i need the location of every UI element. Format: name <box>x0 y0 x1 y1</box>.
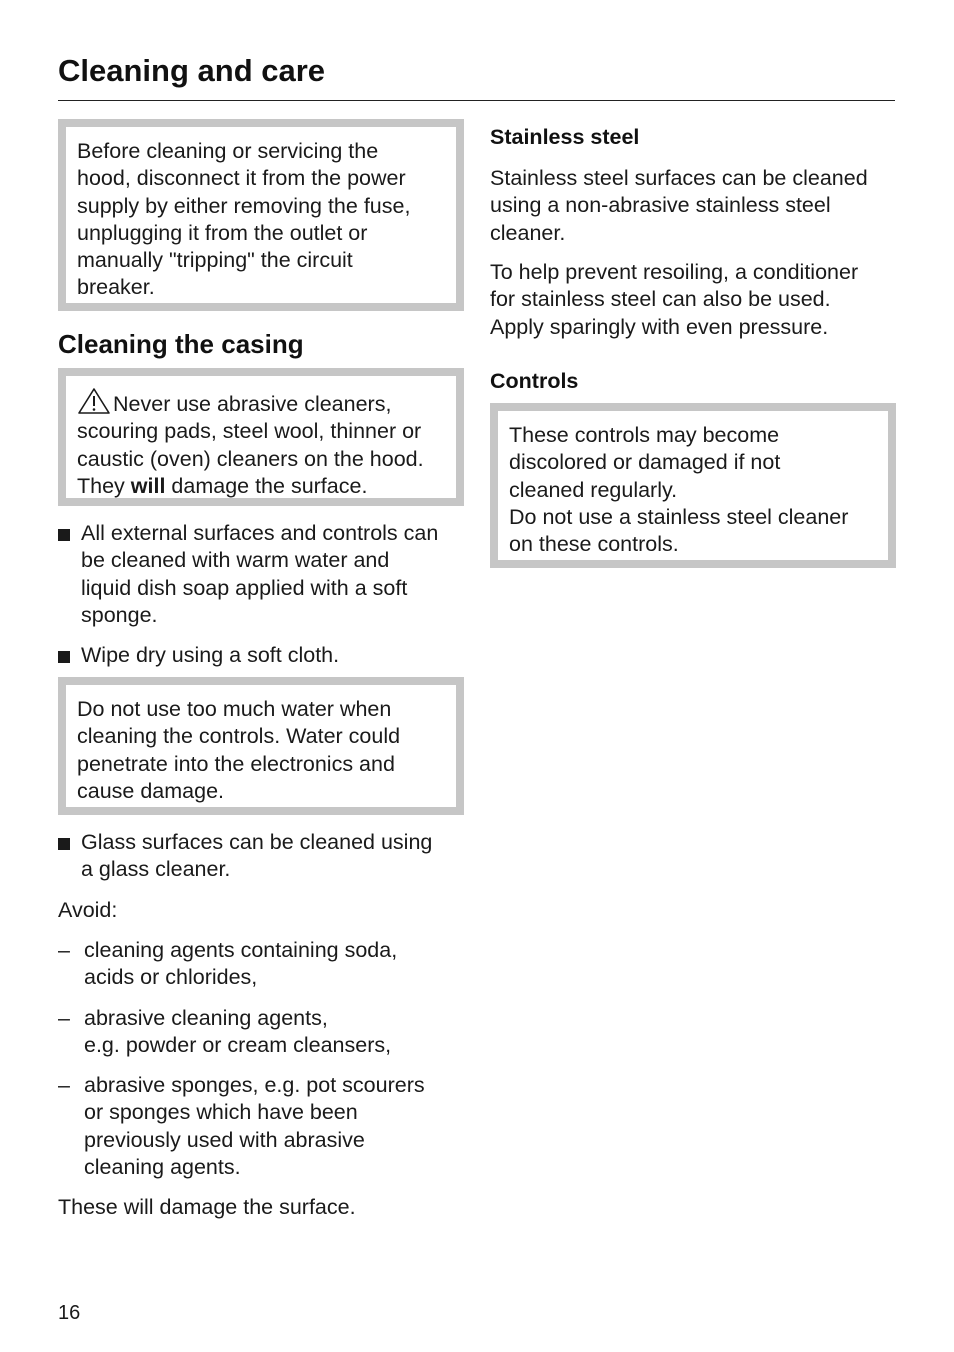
list-item: – abrasive sponges, e.g. pot scourers or sponges which have been previously used with abrasive cleaning agents. <box>58 1073 425 1179</box>
title-divider <box>58 100 895 101</box>
avoid-label: Avoid: <box>58 898 118 922</box>
list-item: Glass surfaces can be cleaned using a glass cleaner. <box>58 829 468 884</box>
page-title: Cleaning and care <box>58 53 326 88</box>
section-heading-cleaning-casing: Cleaning the casing <box>58 329 304 359</box>
warning-triangle-icon <box>77 387 111 415</box>
controls-notice: These controls may become discolored or damaged if not cleaned regularly. Do not use a stainless steel cleaner on these controls. <box>490 403 896 568</box>
dash-bullet: – <box>58 1073 70 1097</box>
abrasive-cleaners-warning: Never use abrasive cleaners, scouring pads, steel wool, thinner or caustic (oven) cleaners on the hood. They will damage the surface. <box>58 368 464 506</box>
list-item: – abrasive cleaning agents, e.g. powder or cream cleansers, <box>58 1006 392 1058</box>
square-bullet-icon <box>58 651 70 663</box>
list-item: Wipe dry using a soft cloth. <box>58 642 468 669</box>
list-item: – cleaning agents containing soda, acids or chlorides, <box>58 938 398 990</box>
square-bullet-icon <box>58 529 70 541</box>
conditioner-paragraph: To help prevent resoiling, a conditioner for stainless steel can also be used. Apply sparingly with even pressure. <box>490 260 859 339</box>
emphasis-will: will <box>130 473 166 498</box>
page-number: 16 <box>58 1302 81 1324</box>
section-heading-controls: Controls <box>490 369 579 393</box>
stainless-steel-paragraph: Stainless steel surfaces can be cleaned using a non-abrasive stainless steel cleaner. <box>490 166 868 245</box>
water-caution-notice: Do not use too much water when cleaning the controls. Water could penetrate into the electronics and cause damage. <box>58 677 464 815</box>
dash-bullet: – <box>58 1006 70 1030</box>
dash-bullet: – <box>58 938 70 962</box>
closing-statement: These will damage the surface. <box>58 1195 356 1219</box>
section-heading-stainless-steel: Stainless steel <box>490 125 640 149</box>
list-item: All external surfaces and controls can be cleaned with warm water and liquid dish soap applied with a soft sponge. <box>58 520 468 629</box>
square-bullet-icon <box>58 838 70 850</box>
disconnect-power-notice: Before cleaning or servicing the hood, disconnect it from the power supply by either removing the fuse, unplugging it from the outlet or manually "tripping" the circuit breaker. <box>58 119 464 311</box>
